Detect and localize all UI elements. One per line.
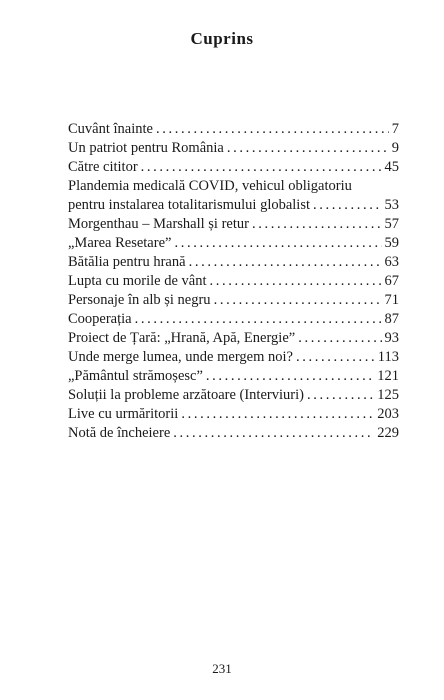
toc-entry bbox=[68, 139, 399, 158]
toc-entry-page: 121 bbox=[377, 368, 399, 384]
toc-entry bbox=[68, 310, 399, 329]
dot-leader bbox=[210, 272, 382, 291]
toc-entry bbox=[68, 253, 399, 272]
toc-entry-title: Un patriot pentru România bbox=[68, 140, 224, 156]
toc-entry-last-line bbox=[68, 196, 399, 215]
dot-leader bbox=[189, 253, 382, 272]
dot-leader bbox=[174, 234, 381, 253]
toc-entry-title: Bătălia pentru hrană bbox=[68, 254, 186, 270]
dot-leader bbox=[252, 215, 382, 234]
toc-entry-page: 45 bbox=[384, 159, 399, 175]
toc-entry bbox=[68, 291, 399, 310]
dot-leader bbox=[141, 158, 382, 177]
toc-entry-title: Unde merge lumea, unde mergem noi? bbox=[68, 349, 293, 365]
toc-entry-title: Cooperația bbox=[68, 311, 132, 327]
dot-leader bbox=[298, 329, 381, 348]
page-title: Cuprins bbox=[190, 29, 254, 48]
toc-entry-page: 63 bbox=[384, 254, 399, 270]
footer-page-number: 231 bbox=[212, 661, 232, 676]
toc-entry-page: 53 bbox=[384, 197, 399, 213]
toc-entry-page: 71 bbox=[384, 292, 399, 308]
dot-leader bbox=[296, 348, 375, 367]
toc-entry bbox=[68, 120, 399, 139]
toc-entry bbox=[68, 405, 399, 424]
toc-entry bbox=[68, 348, 399, 367]
toc-entry bbox=[68, 367, 399, 386]
toc-entry bbox=[68, 272, 399, 291]
toc-entry-page: 229 bbox=[377, 425, 399, 441]
dot-leader bbox=[214, 291, 382, 310]
toc-entry-title: Cuvânt înainte bbox=[68, 121, 153, 137]
toc-entry-page: 87 bbox=[384, 311, 399, 327]
toc-entry-title: „Marea Resetare” bbox=[68, 235, 172, 251]
dot-leader bbox=[307, 386, 374, 405]
toc-entry-page: 57 bbox=[384, 216, 399, 232]
toc-entry-title-line1: Plandemia medicală COVID, vehicul obligatoriu bbox=[68, 178, 352, 194]
dot-leader bbox=[206, 367, 374, 386]
dot-leader bbox=[313, 196, 381, 215]
toc-entry-title: Personaje în alb și negru bbox=[68, 292, 211, 308]
dot-leader bbox=[181, 405, 374, 424]
toc-entry bbox=[68, 215, 399, 234]
toc-entry-page: 93 bbox=[384, 330, 399, 346]
toc-entry-page: 67 bbox=[384, 273, 399, 289]
toc-entry-page: 7 bbox=[391, 121, 399, 137]
toc-entry-page: 203 bbox=[377, 406, 399, 422]
dot-leader bbox=[156, 120, 389, 139]
table-of-contents bbox=[68, 120, 399, 443]
toc-entry-page: 59 bbox=[384, 235, 399, 251]
toc-entry-title: Live cu urmăritorii bbox=[68, 406, 179, 422]
toc-entry bbox=[68, 386, 399, 405]
toc-entry-title: Lupta cu morile de vânt bbox=[68, 273, 207, 289]
dot-leader bbox=[173, 424, 374, 443]
toc-entry-title: Către cititor bbox=[68, 159, 138, 175]
toc-entry bbox=[68, 329, 399, 348]
toc-entry bbox=[68, 158, 399, 177]
toc-entry bbox=[68, 177, 399, 215]
dot-leader bbox=[135, 310, 382, 329]
toc-entry-title: Proiect de Țară: „Hrană, Apă, Energie” bbox=[68, 330, 296, 346]
toc-entry-title: Notă de încheiere bbox=[68, 425, 171, 441]
dot-leader bbox=[227, 139, 389, 158]
toc-entry-page: 125 bbox=[377, 387, 399, 403]
toc-entry-page: 9 bbox=[391, 140, 399, 156]
toc-entry bbox=[68, 234, 399, 253]
toc-entry-title: „Pământul strămoșesc” bbox=[68, 368, 203, 384]
toc-entry-title: Morgenthau – Marshall și retur bbox=[68, 216, 249, 232]
toc-entry-title: pentru instalarea totalitarismului globalist bbox=[68, 197, 311, 213]
toc-entry bbox=[68, 424, 399, 443]
toc-entry-page: 113 bbox=[377, 349, 399, 365]
toc-entry-title: Soluții la probleme arzătoare (Interviuri) bbox=[68, 387, 304, 403]
